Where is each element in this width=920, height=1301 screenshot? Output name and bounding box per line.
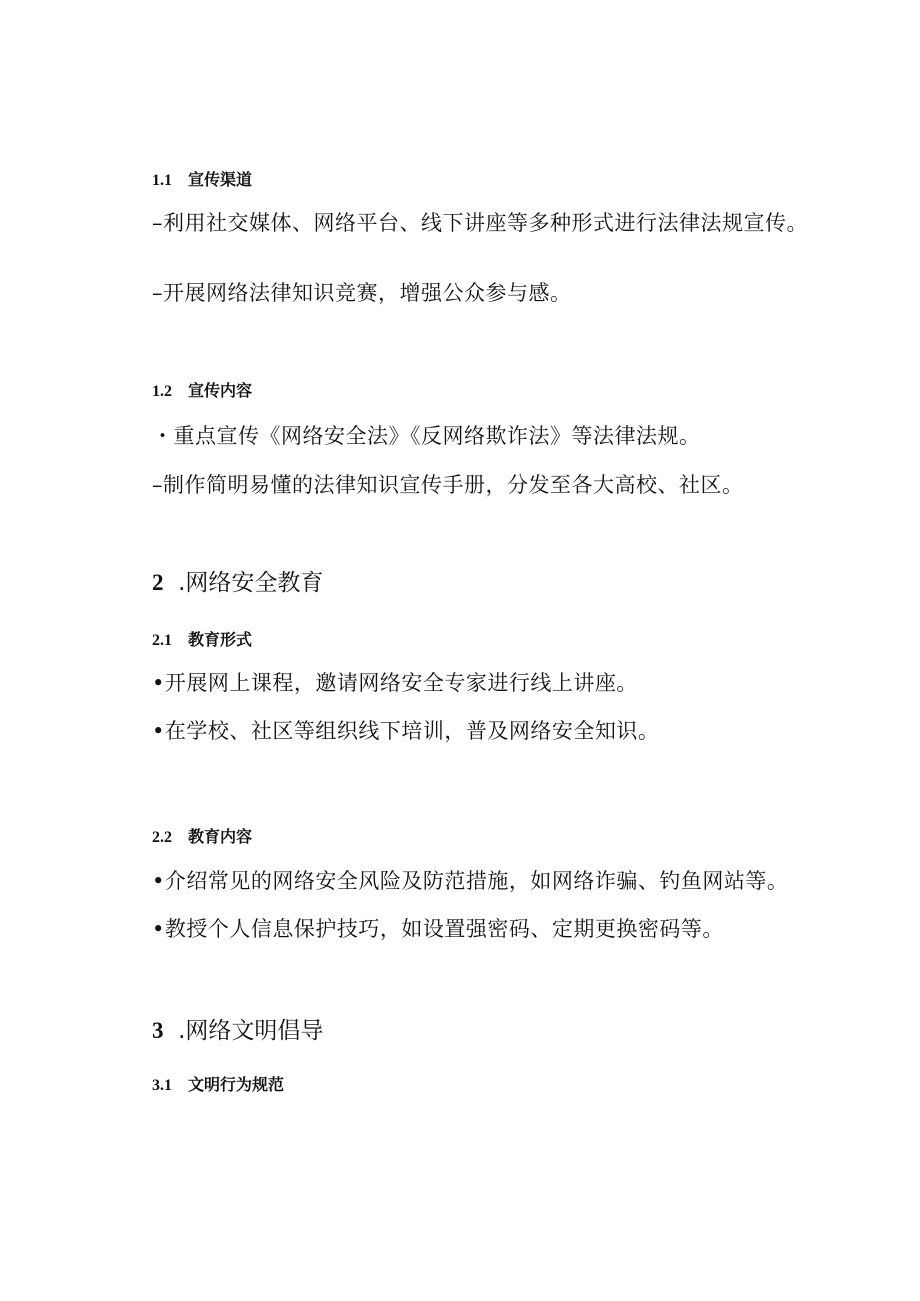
- subsection-heading-1-2: [152, 383, 252, 400]
- list-item: •在学校、社区等组织线下培训，普及网络安全知识。: [152, 719, 660, 743]
- section-title: .网络安全教育: [178, 570, 324, 596]
- subsection-title: 宣传渠道: [188, 170, 253, 189]
- list-item: –开展网络法律知识竞赛，增强公众参与感。: [152, 281, 572, 305]
- list-item: ・重点宣传《网络安全法》《反网络欺诈法》等法律法规。: [152, 424, 701, 448]
- subsection-title: 文明行为规范: [188, 1075, 285, 1094]
- subsection-title: 教育内容: [188, 827, 253, 846]
- subsection-number: 3.1: [152, 1077, 172, 1094]
- subsection-title: 宣传内容: [188, 381, 253, 400]
- list-item: •教授个人信息保护技巧，如设置强密码、定期更换密码等。: [152, 917, 724, 941]
- list-item: •介绍常见的网络安全风险及防范措施，如网络诈骗、钓鱼网站等。: [152, 869, 789, 893]
- section-title: .网络文明倡导: [178, 1018, 324, 1044]
- list-item: •开展网上课程，邀请网络安全专家进行线上讲座。: [152, 671, 638, 695]
- subsection-number: 1.2: [152, 383, 172, 400]
- section-heading-2: [152, 571, 323, 595]
- subsection-heading-2-2: [152, 829, 252, 846]
- subsection-heading-2-1: [152, 632, 252, 649]
- section-number: 2: [152, 570, 164, 595]
- subsection-heading-1-1: [152, 172, 252, 189]
- subsection-heading-3-1: [152, 1077, 284, 1094]
- list-item: –制作简明易懂的法律知识宣传手册，分发至各大高校、社区。: [152, 473, 744, 497]
- subsection-number: 2.2: [152, 829, 172, 846]
- subsection-number: 2.1: [152, 632, 172, 649]
- list-item: –利用社交媒体、网络平台、线下讲座等多种形式进行法律法规宣传。: [152, 211, 808, 235]
- section-number: 3: [152, 1018, 164, 1043]
- subsection-number: 1.1: [152, 172, 172, 189]
- section-heading-3: [152, 1019, 323, 1043]
- subsection-title: 教育形式: [188, 630, 253, 649]
